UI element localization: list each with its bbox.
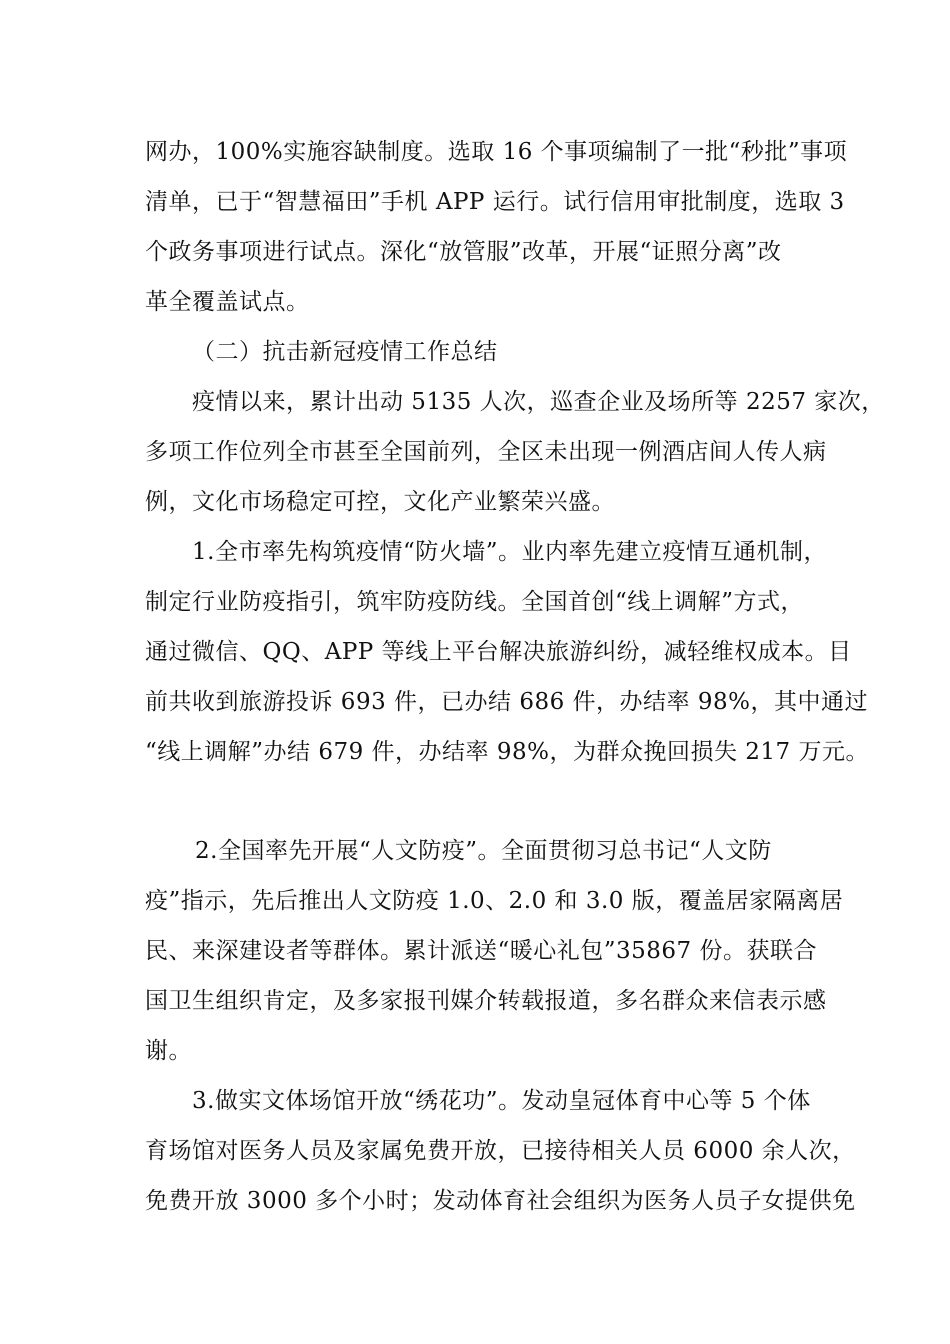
paragraph-line: 疫情以来，累计出动 5135 人次，巡查企业及场所等 2257 家次， <box>192 389 885 415</box>
paragraph-line: 免费开放 3000 多个小时；发动体育社会组织为医务人员子女提供免 <box>145 1188 856 1214</box>
paragraph-line: 通过微信、QQ、APP 等线上平台解决旅游纠纷，减轻维权成本。目 <box>145 639 852 665</box>
paragraph-line: 2.全国率先开展“人文防疫”。全面贯彻习总书记“人文防 <box>195 838 772 864</box>
paragraph-line: 清单，已于“智慧福田”手机 APP 运行。试行信用审批制度，选取 3 <box>145 189 845 215</box>
paragraph-line: 谢。 <box>145 1038 192 1064</box>
paragraph-line: 1.全市率先构筑疫情“防火墙”。业内率先建立疫情互通机制， <box>192 539 827 565</box>
paragraph-line: 例，文化市场稳定可控，文化产业繁荣兴盛。 <box>145 489 615 515</box>
section-heading: （二）抗击新冠疫情工作总结 <box>192 339 498 365</box>
paragraph-line: 制定行业防疫指引，筑牢防疫防线。全国首创“线上调解”方式， <box>145 589 805 615</box>
paragraph-line: 网办，100%实施容缺制度。选取 16 个事项编制了一批“秒批”事项 <box>145 139 848 165</box>
paragraph-line: 多项工作位列全市甚至全国前列，全区未出现一例酒店间人传人病 <box>145 439 827 465</box>
paragraph-line: 革全覆盖试点。 <box>145 289 310 315</box>
paragraph-line: “线上调解”办结 679 件，办结率 98%，为群众挽回损失 217 万元。 <box>145 739 869 765</box>
paragraph-line: 3.做实文体场馆开放“绣花功”。发动皇冠体育中心等 5 个体 <box>192 1088 811 1114</box>
paragraph-line: 疫”指示，先后推出人文防疫 1.0、2.0 和 3.0 版，覆盖居家隔离居 <box>145 888 844 914</box>
paragraph-line: 前共收到旅游投诉 693 件，已办结 686 件，办结率 98%，其中通过 <box>145 689 868 715</box>
paragraph-line: 育场馆对医务人员及家属免费开放，已接待相关人员 6000 余人次， <box>145 1138 856 1164</box>
paragraph-line: 国卫生组织肯定，及多家报刊媒介转载报道，多名群众来信表示感 <box>145 988 827 1014</box>
paragraph-line: 民、来深建设者等群体。累计派送“暖心礼包”35867 份。获联合 <box>145 938 817 964</box>
paragraph-line: 个政务事项进行试点。深化“放管服”改革，开展“证照分离”改 <box>145 239 782 265</box>
